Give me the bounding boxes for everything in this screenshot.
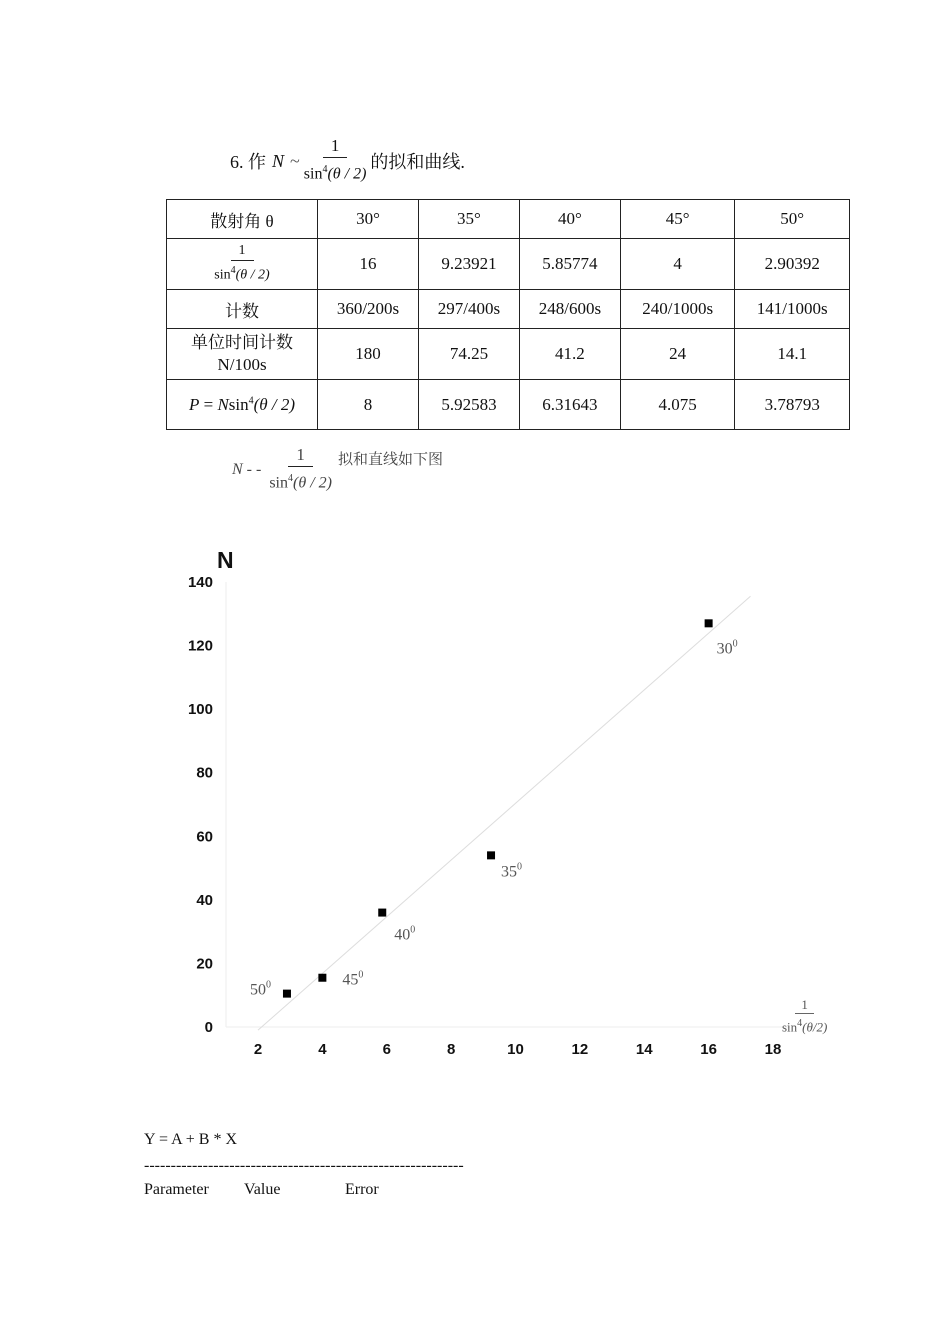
col-parameter: Parameter <box>144 1181 209 1198</box>
table-cell: 5.85774 <box>519 239 620 290</box>
y-tick-label: 20 <box>196 955 213 973</box>
fit-caption-var: N <box>232 460 243 478</box>
x-tick-label: 14 <box>635 1041 653 1058</box>
table-cell: 24 <box>620 329 735 380</box>
table-cell: 35° <box>418 200 519 239</box>
heading-tilde: ~ <box>290 150 300 171</box>
x-tick-label: 8 <box>446 1041 456 1058</box>
heading-frac-den: $\sin^4(\theta / 2)$ <box>303 164 367 183</box>
x-tick-label: 2 <box>253 1041 263 1058</box>
y-tick-label: 120 <box>187 637 213 655</box>
x-tick-label: 4 <box>318 1041 327 1058</box>
table-cell: 4 <box>620 239 735 290</box>
y-tick-label: 0 <box>204 1019 213 1036</box>
regression-separator: ------------------------------------------------------------ <box>144 1157 464 1174</box>
fit-caption-tail: 拟和直线如下图 <box>337 450 443 469</box>
table-cell: 45° <box>620 200 735 239</box>
row-header-count: 计数 <box>167 290 318 329</box>
table-cell: 180 <box>318 329 419 380</box>
y-axis-label: N <box>217 547 234 573</box>
table-cell: 141/1000s <box>735 290 850 329</box>
table-cell: 5.92583 <box>418 380 519 430</box>
table-cell: 14.1 <box>735 329 850 380</box>
table-cell: 8 <box>318 380 419 430</box>
y-tick-label: 60 <box>196 828 213 846</box>
x-tick-label: 18 <box>764 1041 782 1058</box>
table-cell: 2.90392 <box>735 239 850 290</box>
table-cell: 6.31643 <box>519 380 620 430</box>
x-tick-label: 16 <box>700 1041 717 1058</box>
x-tick-label: 6 <box>382 1041 391 1058</box>
x-tick-label: 10 <box>507 1041 524 1058</box>
inverse-sin-fraction: $\frac{1}{\sin^4(\theta / 2)}$ <box>214 243 270 283</box>
x-tick-label: 12 <box>571 1041 589 1058</box>
table-cell: 360/200s <box>318 290 419 329</box>
table-cell: 240/1000s <box>620 290 735 329</box>
table-cell: 30° <box>318 200 419 239</box>
data-point <box>283 990 291 998</box>
data-point <box>487 851 495 859</box>
col-error: Error <box>345 1181 379 1198</box>
chart-plot-area <box>188 547 790 1058</box>
y-tick-label: 140 <box>187 574 213 591</box>
row-header-p: P = Nsin$^4$(θ / 2) <box>167 380 318 430</box>
table-cell: 40° <box>519 200 620 239</box>
y-tick-label: 40 <box>196 891 213 909</box>
regression-equation: Y = A + B * X <box>144 1131 238 1148</box>
table-cell: 74.25 <box>418 329 519 380</box>
point-label: $45^0$ <box>342 969 364 989</box>
heading-prefix: 6. 作 <box>230 152 266 172</box>
point-label: $40^0$ <box>394 924 416 944</box>
y-tick-label: 80 <box>196 764 213 782</box>
x-axis-label: $\frac{1}{\sin^4(\theta/2)}$ <box>782 997 828 1035</box>
data-point <box>318 974 326 982</box>
point-label: $30^0$ <box>716 638 738 658</box>
point-label: $50^0$ <box>249 979 271 999</box>
heading-suffix: 的拟和曲线. <box>370 152 465 172</box>
table-cell: 248/600s <box>519 290 620 329</box>
table-cell: 16 <box>318 239 419 290</box>
col-value: Value <box>244 1181 281 1198</box>
fit-line <box>258 596 750 1030</box>
point-label: $35^0$ <box>501 861 523 881</box>
table-cell: 4.075 <box>620 380 735 430</box>
data-point <box>705 619 713 627</box>
data-point <box>378 909 386 917</box>
row-header-unit-count: 单位时间计数 N/100s <box>167 329 318 380</box>
heading-frac-num: 1 <box>323 135 348 158</box>
heading-var: N <box>272 150 285 171</box>
table-cell: 297/400s <box>418 290 519 329</box>
row-header-angle: 散射角 θ <box>167 200 318 239</box>
table-cell: 9.23921 <box>418 239 519 290</box>
fit-caption-fraction: $\frac{1}{\sin^4(\theta / 2)}$ <box>269 445 332 492</box>
fit-caption-dashes: - - <box>242 460 266 478</box>
table-cell: 41.2 <box>519 329 620 380</box>
regression-columns <box>144 1181 379 1199</box>
y-tick-label: 100 <box>187 701 213 719</box>
table-cell: 50° <box>735 200 850 239</box>
table-cell: 3.78793 <box>735 380 850 430</box>
